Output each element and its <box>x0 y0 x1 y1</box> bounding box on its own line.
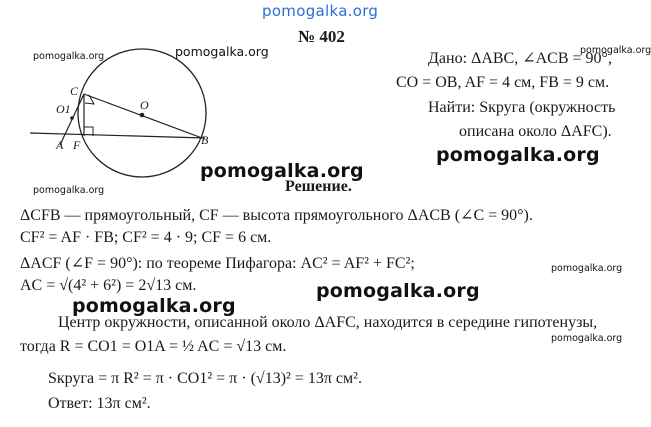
watermark: pomogalka.org <box>175 44 269 59</box>
watermark: pomogalka.org <box>316 280 480 302</box>
watermark: pomogalka.org <box>33 185 105 196</box>
solution-line: ΔACF (∠F = 90°): по теореме Пифагора: AC² = AF² + FC²; <box>20 255 415 272</box>
label-o1: O1 <box>56 102 71 116</box>
site-watermark-top: pomogalka.org <box>262 2 379 20</box>
watermark: pomogalka.org <box>200 160 364 182</box>
watermark: pomogalka.org <box>72 295 236 317</box>
label-c: C <box>70 84 79 98</box>
find-line-1: Найти: Sкруга (окружность <box>428 99 616 116</box>
solution-line: Центр окружности, описанной около ΔAFC, находится в середине гипотенузы, <box>58 314 598 331</box>
watermark: pomogalka.org <box>551 333 623 344</box>
watermark: pomogalka.org <box>580 45 651 56</box>
solution-title: Решение. <box>285 178 352 195</box>
label-b: B <box>201 133 209 147</box>
find-line-2: описана около ΔAFC). <box>459 123 612 140</box>
solution-line: тогда R = CO1 = O1A = ½ AC = √13 см. <box>20 338 287 355</box>
solution-line: AC = √(4² + 6²) = 2√13 см. <box>20 277 197 294</box>
center-o1 <box>70 116 74 120</box>
watermark: pomogalka.org <box>551 263 623 274</box>
right-angle-c <box>85 95 94 104</box>
answer-line: Ответ: 13π см². <box>48 395 151 412</box>
watermark: pomogalka.org <box>33 51 105 62</box>
solution-line: CF² = AF · FB; CF² = 4 · 9; CF = 6 см. <box>20 229 272 246</box>
label-a: A <box>56 138 64 152</box>
center-o <box>140 113 145 118</box>
solution-line: Sкруга = π R² = π · CO1² = π · (√13)² = 13π см². <box>48 370 362 387</box>
watermark: pomogalka.org <box>436 144 600 166</box>
problem-number: № 402 <box>298 27 345 46</box>
label-f: F <box>73 138 81 152</box>
given-line-1: Дано: ΔABC, ∠ACB = 90°, <box>428 50 612 67</box>
label-o: O <box>140 98 149 112</box>
given-line-2: CO = OB, AF = 4 см, FB = 9 см. <box>396 74 610 91</box>
solution-line: ΔCFB — прямоугольный, CF — высота прямоугольного ΔACB (∠C = 90°). <box>20 207 533 224</box>
